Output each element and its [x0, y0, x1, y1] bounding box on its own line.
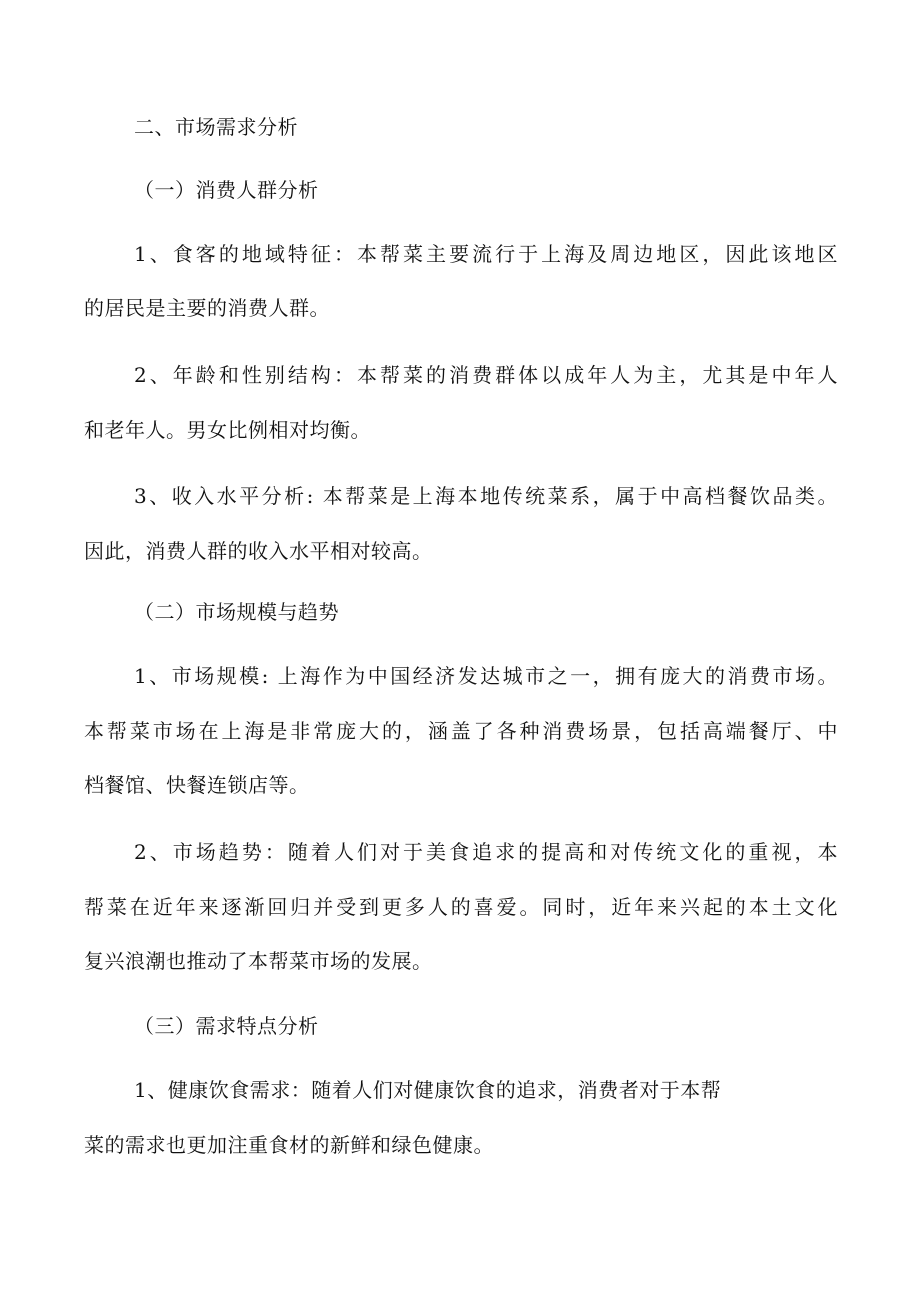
paragraph-health-line-1: 1、健康饮食需求：随着人们对健康饮食的追求，消费者对于本帮 [134, 1078, 722, 1102]
paragraph-market-size-line-1: 1、市场规模: 上海作为中国经济发达城市之一，拥有庞大的消费市场。 [134, 664, 838, 688]
paragraph-income-line-2: 因此，消费人群的收入水平相对较高。 [84, 539, 433, 563]
paragraph-market-size-line-3: 档餐馆、快餐连锁店等。 [84, 773, 310, 797]
subsection-title-demand: （三）需求特点分析 [134, 1014, 319, 1038]
subsection-title-consumers: （一）消费人群分析 [134, 178, 319, 202]
paragraph-region-line-2: 的居民是主要的消费人群。 [84, 296, 330, 320]
paragraph-market-trend-line-2: 帮菜在近年来逐渐回归并受到更多人的喜爱。同时，近年来兴起的本土文化 [84, 895, 838, 919]
paragraph-market-trend-line-1: 2、市场趋势：随着人们对于美食追求的提高和对传统文化的重视，本 [134, 840, 838, 864]
paragraph-market-trend-line-3: 复兴浪潮也推动了本帮菜市场的发展。 [84, 949, 433, 973]
paragraph-income-line-1: 3、收入水平分析: 本帮菜是上海本地传统菜系，属于中高档餐饮品类。 [134, 484, 838, 508]
paragraph-region-line-1: 1、食客的地域特征：本帮菜主要流行于上海及周边地区，因此该地区 [134, 242, 838, 266]
paragraph-health-line-2: 菜的需求也更加注重食材的新鲜和绿色健康。 [84, 1133, 494, 1157]
paragraph-age-line-2: 和老年人。男女比例相对均衡。 [84, 418, 371, 442]
paragraph-market-size-line-2: 本帮菜市场在上海是非常庞大的，涵盖了各种消费场景，包括高端餐厅、中 [84, 719, 838, 743]
subsection-title-market-size: （二）市场规模与趋势 [134, 600, 339, 624]
paragraph-age-line-1: 2、年龄和性别结构：本帮菜的消费群体以成年人为主，尤其是中年人 [134, 363, 838, 387]
section-heading: 二、市场需求分析 [134, 115, 298, 139]
